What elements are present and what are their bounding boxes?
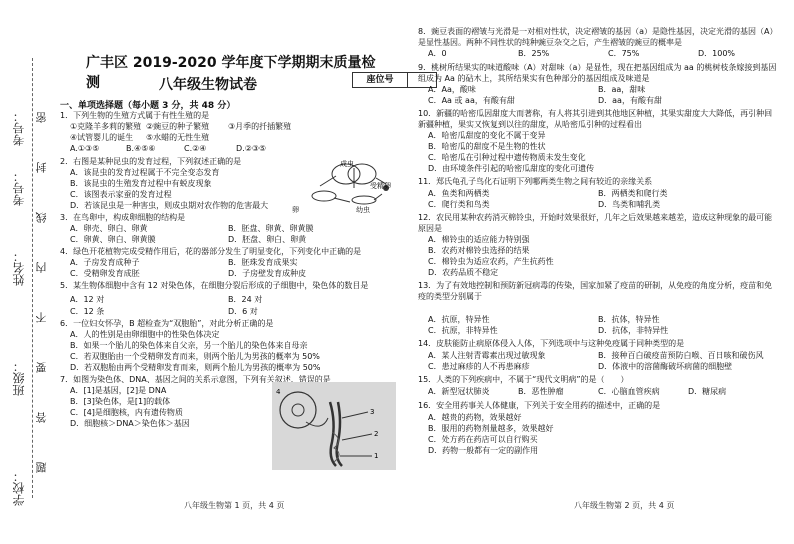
option: D．糖尿病 <box>688 387 727 396</box>
question-16: 16．安全用药事关人体健康，下列关于安全用药的描述中，正确的是 <box>418 401 661 410</box>
option: D．鸟类和哺乳类 <box>598 200 661 209</box>
question-12: 12．农民用某种农药消灭棉铃虫，开始时效果很好，几年之后效果越来越差，造成这种现象的最可能原因是 <box>418 213 773 233</box>
seal-char: 答 <box>35 412 48 423</box>
option: B.④⑤⑥ <box>126 144 156 153</box>
option: ①克隆羊多莉的繁殖 <box>70 122 142 131</box>
seal-char: 要 <box>35 362 48 373</box>
option: B．农药对棉铃虫选择的结果 <box>428 246 530 255</box>
fig-label: 受精卵 <box>370 182 391 190</box>
question-15: 15．人类的下列疾病中，不属于“现代文明病”的是（ ） <box>418 375 629 384</box>
option: A．鱼类和两栖类 <box>428 189 490 198</box>
option: B．aa，甜味 <box>598 85 646 94</box>
page-footer: 八年级生物第 1 页，共 4 页 <box>184 501 285 510</box>
option: B．两栖类和爬行类 <box>598 189 668 198</box>
option: B．抗体，特异性 <box>598 315 660 324</box>
fig-label: 卵 <box>292 206 299 214</box>
option: D．aa，有酸有甜 <box>598 96 662 105</box>
option: D．胚盘、卵白、卵黄 <box>228 235 307 244</box>
option: D.②③⑤ <box>236 144 267 153</box>
page-2 <box>418 0 780 544</box>
option: C．哈密瓜在引种过程中遗传物质未发生变化 <box>428 153 586 162</box>
option: A．12 对 <box>70 295 105 304</box>
option: B．哈密瓜的甜度不是生物的性状 <box>428 142 546 151</box>
option: A.①③⑤ <box>70 144 100 153</box>
option: A．卵壳、卵白、卵黄 <box>70 224 148 233</box>
option: C．抗原，非特异性 <box>428 326 498 335</box>
question-1: 1．下列生物的生殖方式属于有性生殖的是 <box>60 111 210 120</box>
option: A．新型冠状肺炎 <box>428 387 490 396</box>
exam-subtitle: 八年级生物试卷 <box>159 77 257 93</box>
seal-char: 题 <box>35 462 48 473</box>
option: B．25% <box>518 49 550 58</box>
option: A．越贵的药物，效果越好 <box>428 413 522 422</box>
exam-number-label-2: 考号： <box>12 170 26 206</box>
option: D．细胞核＞DNA＞染色体＞基因 <box>70 419 190 428</box>
seal-line <box>32 58 33 498</box>
seat-number-label: 座位号 <box>352 72 408 88</box>
option: C．75% <box>608 49 640 58</box>
question-8: 8．豌豆表面的褶皱与光滑是一对相对性状，决定褶皱的基因（a）是隐性基因，决定光滑的基因（A）是显性基因。两种不同性状的纯种豌豆杂交之后，产生褶皱的豌豆的概率是 <box>418 27 778 47</box>
option: A．该昆虫的发育过程属于不完全变态发育 <box>70 168 220 177</box>
question-10: 10．新疆的哈密瓜因甜度大而著称，有人将其引进到其他地区种植，其果实甜度大大降低，再引种回新疆种植，果实又恢复到以往的甜度，从哈密瓜引种的过程看出 <box>418 109 773 129</box>
option: D．6 对 <box>228 307 258 316</box>
option: B．24 对 <box>228 295 263 304</box>
option: B．[3]染色体，是[1]的载体 <box>70 397 171 406</box>
option: C．Aa 或 aa，有酸有甜 <box>428 96 515 105</box>
option: C．该图表示家蚕的发育过程 <box>70 190 172 199</box>
option: A．哈密瓜甜度的变化不属于变异 <box>428 131 546 140</box>
question-14: 14．皮肤能防止病原体侵入人体，下列选项中与这种免疫属于同种类型的是 <box>418 339 685 348</box>
class-label: 班级： <box>12 360 26 396</box>
question-5: 5．某生物体细胞中含有 12 对染色体，在细胞分裂后形成的子细胞中，染色体的数目是 <box>60 281 369 290</box>
question-3: 3．在鸟卵中，构成卵细胞的结构是 <box>60 213 186 222</box>
option: A．Aa，酸味 <box>428 85 476 94</box>
exam-title: 广丰区 2019-2020 学年度下学期期末质量检测 <box>86 55 376 91</box>
option: C．[4]是细胞核，内有遗传物质 <box>70 408 183 417</box>
option: ④试管婴儿的诞生 <box>70 133 134 142</box>
option: D．子房壁发育成种皮 <box>228 269 307 278</box>
option: ②豌豆的种子繁殖 <box>146 122 210 131</box>
question-2: 2．右图是某种昆虫的发育过程，下列叙述正确的是 <box>60 157 242 166</box>
option: D．药物一般都有一定的副作用 <box>428 446 539 455</box>
question-13: 13．为了有效地控制和预防新冠病毒的传染，国家加紧了疫苗的研制，从免疫的角度分析，疫苗和免疫的类型分别属于 <box>418 281 773 301</box>
option: C．若双胞胎由一个受精卵发育而来，则两个胎儿为男孩的概率为 50% <box>70 352 320 361</box>
option: D．若双胞胎由两个受精卵发育而来，则两个胎儿为男孩的概率为 50% <box>70 363 321 372</box>
section-heading: 一、单项选择题（每小题 3 分，共 48 分） <box>60 101 236 111</box>
option: D．若该昆虫是一种害虫，则成虫期对农作物的危害最大 <box>70 201 269 210</box>
chromosome-dna-figure <box>272 382 396 470</box>
page-1 <box>56 0 394 544</box>
option: B．该昆虫的生殖发育过程中有蜕皮现象 <box>70 179 212 188</box>
school-label: 学校： <box>12 470 26 506</box>
option: A．抗原，特异性 <box>428 315 490 324</box>
question-6: 6．一位妇女怀孕，B 超检查为“双胞胎”，对此分析正确的是 <box>60 319 274 328</box>
seal-char: 内 <box>35 262 48 273</box>
option: D．100% <box>698 49 736 58</box>
option: B．胚珠发育成果实 <box>228 258 298 267</box>
option: ③月季的扦插繁殖 <box>228 122 292 131</box>
exam-number-label: 考号： <box>12 110 26 146</box>
fig-label: 成虫 <box>340 160 354 168</box>
option: C．12 条 <box>70 307 105 316</box>
option: B．恶性肿瘤 <box>518 387 564 396</box>
seal-char: 密 <box>35 112 48 123</box>
option: A．0 <box>428 49 447 58</box>
option: C．爬行类和鸟类 <box>428 200 490 209</box>
option: C．处方药在药店可以自行购买 <box>428 435 538 444</box>
option: C．卵黄、卵白、卵黄膜 <box>70 235 156 244</box>
option: A．某人注射青霉素出现过敏现象 <box>428 351 546 360</box>
option: C．棉铃虫为适应农药，产生抗药性 <box>428 257 554 266</box>
option: D．由环境条件引起的哈密瓜甜度的变化可遗传 <box>428 164 595 173</box>
fig-label: 幼虫 <box>356 206 370 214</box>
fig-label: 2 <box>374 430 379 438</box>
option: C．心脑血管疾病 <box>598 387 660 396</box>
option: C.②④ <box>184 144 207 153</box>
option: D．抗体，非特异性 <box>598 326 669 335</box>
question-11: 11．郑氏龟孔子鸟化石证明下列哪两类生物之间有较近的亲缘关系 <box>418 177 653 186</box>
question-4: 4．绿色开花植物完成受精作用后，花的器部分发生了明显变化，下列变化中正确的是 <box>60 247 362 256</box>
option: C．受精卵发育成胚 <box>70 269 140 278</box>
fig-label: 4 <box>276 388 281 396</box>
option: ⑤水蜡的无性生殖 <box>146 133 210 142</box>
question-9: 9．桃树所结果实的味道酸味（A）对甜味（a）是显性，现在把基因组成为 aa 的桃树枝条嫁接到基因组成为 Aa 的砧木上，其所结果实有色种部分的基因组成及味道是 <box>418 63 777 83</box>
insect-life-cycle-figure <box>290 158 402 214</box>
option: C．患过麻疹的人不再患麻疹 <box>428 362 530 371</box>
seal-char: 封 <box>35 162 48 173</box>
option: D．农药品质不稳定 <box>428 268 499 277</box>
fig-label: 3 <box>370 408 375 416</box>
option: D．体液中的溶菌酶破坏病菌的细胞壁 <box>598 362 733 371</box>
option: A．人的性别是由卵细胞中的性染色体决定 <box>70 330 220 339</box>
seal-char: 线 <box>35 212 48 223</box>
option: B．如果一个胎儿的染色体来自父亲，另一个胎儿的染色体来自母亲 <box>70 341 308 350</box>
binding-margin <box>0 0 52 544</box>
page-footer: 八年级生物第 2 页，共 4 页 <box>574 501 675 510</box>
question-7: 7．如图为染色体、DNA、基因之间的关系示意图，下列有关叙述，错误的是 <box>60 375 331 384</box>
fig-label: 1 <box>374 452 379 460</box>
option: B．服用的药物剂量越多，效果越好 <box>428 424 554 433</box>
option: B．接种百白破疫苗预防白喉、百日咳和破伤风 <box>598 351 764 360</box>
seal-char: 不 <box>35 312 48 323</box>
option: A．[1]是基因，[2]是 DNA <box>70 386 167 395</box>
option: A．棉铃虫的适应能力特别强 <box>428 235 530 244</box>
option: B．胚盘、卵黄、卵黄膜 <box>228 224 314 233</box>
name-label: 姓名： <box>12 250 26 286</box>
option: A．子房发育成种子 <box>70 258 140 267</box>
